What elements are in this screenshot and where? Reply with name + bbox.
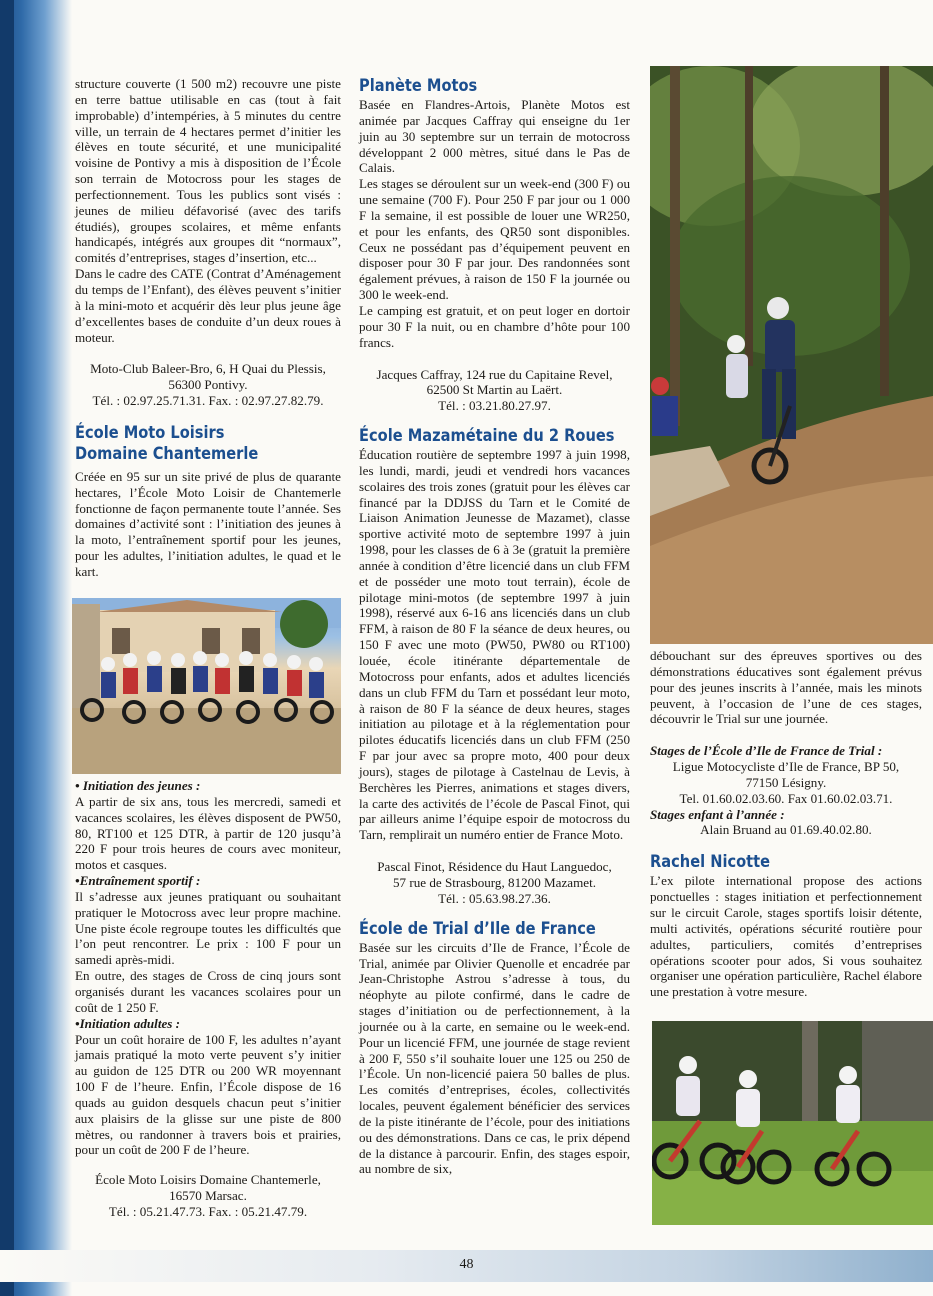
section-heading: Planète Motos — [359, 76, 478, 96]
address-line: Tel. 01.60.02.03.60. Fax 01.60.02.03.71. — [679, 790, 893, 806]
address-line: Tél. : 02.97.25.71.31. Fax. : 02.97.27.82.79. — [92, 393, 324, 409]
address-line: 77150 Lésigny. — [745, 774, 827, 790]
bullet-heading: • Initiation des jeunes : — [75, 778, 201, 793]
paragraph-cross: En outre, des stages de Cross de cinq jours sont organisés durant les vacances scolaires pour un coût de 1 250 F. — [75, 968, 341, 1015]
address-line: 56300 Pontivy. — [168, 377, 248, 393]
paragraph-mazamet: Éducation routière de septembre 1997 à juin 1998, les lundi, mardi, jeudi et vendredi hors vacances scolaires des trois zones (gratuit pour les élèves car financé par la DDJSS du Tarn et le Comité de Liaison Animation Jeunesse de Mazamet), classe sportive activité moto de septembre 1997 à juin 1998, pour les classes de 6 à 3e (gratuit la première année à condition d’être licencié dans un club FFM et de posséder une moto tout terrain), école de pilotage mini-motos (de septembre 1997 à juin 1998), réservé aux 6-16 ans licenciés dans un club FFM, à raison de 80 F la séance de deux heures, ou 150 F avec une moto (PW50, PW80 ou RT100) louée, école itinérante départementale de Motocross pour enfants, ados et adultes licenciés dans un club FFM du Tarn et possédant leur moto, à raison de 80 F la séance de deux heures, stages initiation au pilotage et à la réglementation pour pilotes éducatifs licenciés dans un club FFM (250 F par jour avec sa propre moto, 400 pour deux jours), stages de pilotage à Castelnau de Levis, à Berchères les Pierres, animations et stages divers, la carte des activités de l’école de Pascal Finot, qui par ailleurs anime l’équipe espoir de motocross du Tarn, remplirait un numéro entier de France Moto. — [359, 447, 630, 843]
address-line: 62500 St Martin au Laërt. — [426, 382, 563, 398]
column-left — [75, 76, 341, 580]
address-line: Tél. : 05.63.98.27.36. — [438, 890, 551, 906]
section-heading: Rachel Nicotte — [650, 852, 771, 873]
address-line: Tél. : 05.21.47.73. Fax. : 05.21.47.79. — [108, 1203, 308, 1219]
section-heading: École Mazamétaine du 2 Roues — [359, 426, 615, 447]
column-right — [650, 648, 922, 1000]
page-number: 48 — [459, 1257, 474, 1272]
paragraph-adultes: Pour un coût horaire de 100 F, les adultes n’ayant jamais pratiqué la moto verte peuvent s’y initier au guidon de 125 DTR ou 200 WR moyennant 100 F de l’heure. Enfin, l’École dispose de 16 quads au guidon desquels chacun peut s’initier aux plaisirs de la glisse sur une piste de 800 mètres, ou randonner à travers bois et prairies, pour un coût de 200 F de l’heure. — [75, 1031, 341, 1158]
paragraph-cate: Dans le cadre des CATE (Contrat d’Aménagement du temps de l’Enfant), des élèves peuvent s’initier à la mini-moto et acquérir dès leur plus jeune âge d’excellentes bases de conduite d’un deux roues à moteur. — [75, 266, 341, 345]
paragraph-entrainement: Il s’adresse aux jeunes pratiquant ou souhaitant pratiquer le Motocross avec leur propre machine. Une piste école regroupe toutes les difficultés que l’on peut rencontrer. Le prix : 100 F pour un samedi après-midi. — [75, 888, 341, 968]
section-heading: Domaine Chantemerle — [75, 443, 259, 464]
kids-trial-bikes-grass-photo — [652, 1021, 933, 1225]
section-heading: École de Trial d’Ile de France — [359, 918, 596, 939]
column-middle — [359, 76, 630, 1177]
column-left-lower — [75, 778, 341, 1220]
address-line: Pascal Finot, Résidence du Haut Languedoc, — [377, 859, 612, 875]
paragraph-planete: Le camping est gratuit, et on peut loger en dortoir pour 30 F la nuit, ou en chambre d’hôte pour 100 francs. — [359, 302, 630, 350]
trial-riders-forest-photo — [650, 66, 933, 644]
paragraph-planete: Basée en Flandres-Artois, Planète Motos est animée par Jacques Caffray qui enseigne du 1er juin au 30 septembre sur un terrain de motocross développant 2 000 mètres, situé dans le Pas de Calais. — [359, 97, 630, 176]
address-line: 16570 Marsac. — [169, 1188, 247, 1204]
paragraph-planete: Les stages se déroulent sur un week-end (300 F) ou une semaine (700 F). Pour 250 F par jour ou 1 000 F la semaine, il est possible de louer une WR250, et pour les enfants, des QR50 sont disponibles. Ceux ne possédant pas d’équipement peuvent en disposer pour 30 F par jour. Des randonnées sont également prévues, à raison de 150 F la journée ou 300 le week-end. — [359, 176, 630, 303]
spine-edge — [0, 0, 14, 1296]
paragraph-nicotte: L’ex pilote international propose des actions ponctuelles : stages initiation et perfectionnement sur le circuit Carole, stages sportifs loisir détente, multi activités, opérations sécurité routière pour adultes, particuliers, comités d’entreprises opérations scooter pour ados, Si vous souhaitez organiser une opération particulière, Rachel élabore une prestation à votre mesure. — [650, 873, 922, 1000]
paragraph-trial: Basée sur les circuits d’Ile de France, l’École de Trial, animée par Olivier Quenolle et encadrée par Jean-Christophe Astrou s’adresse à tous, du néophyte au pilote confirmé, dans le cadre de stages d’initiation ou de perfectionnement, à la journée ou à la carte, en semaine ou le week-end. Pour un licencié FFM, une journée de stage revient à 200 F, 550 s’il souhaite louer une 125 ou 250 de l’École. Un non-licencié paiera 50 balles de plus. Les comités d’entreprises, écoles, collectivités locales, peuvent également bénéficier des services de la piste itinérante de l’école, pour des initiations ou des démonstrations. Dans ce cas, le prix dépend de la distance à parcourir. Enfin, des stages espoir, au nombre de six, — [359, 939, 630, 1177]
paragraph-chantemerle: Créée en 95 sur un site privé de plus de quarante hectares, l’École Moto Loisir de Chantemerle fonctionne de façon permanente toute l’année. Ses domaines d’activité sont : l’initiation des jeunes à la moto, l’entraînement sportif pour les jeunes, pour les adultes, l’initiation adultes, le quad et le kart. — [75, 468, 341, 579]
address-line: Tél. : 03.21.80.27.97. — [438, 398, 551, 414]
bullet-heading: •Entraînement sportif : — [75, 873, 201, 889]
bullet-heading: •Initiation adultes : — [75, 1015, 180, 1031]
address-line: École Moto Loisirs Domaine Chantemerle, — [95, 1172, 321, 1188]
address-line: Ligue Motocycliste d’Ile de France, BP 50, — [672, 759, 900, 775]
enfant-label: Stages enfant à l’année : — [650, 806, 785, 822]
paragraph-jeunes: A partir de six ans, tous les mercredi, samedi et vacances scolaires, les élèves disposent de PW50, 80, RT100 et 125 DTR, à partir de 120 jusqu’à 220 F pour trois heures de cours avec moniteur, motos et casques. — [75, 793, 341, 873]
address-line: Moto-Club Baleer-Bro, 6, H Quai du Plessis, — [90, 361, 326, 377]
section-heading: École Moto Loisirs — [75, 422, 225, 443]
address-line: 57 rue de Strasbourg, 81200 Mazamet. — [392, 874, 597, 890]
address-line: Alain Bruand au 01.69.40.02.80. — [700, 822, 872, 838]
address-line: Jacques Caffray, 124 rue du Capitaine Revel, — [376, 366, 613, 382]
paragraph-suite: débouchant sur des épreuves sportives ou des démonstrations éducatives sont également prévus pour des jeunes inscrits à l’année, mais les minots peuvent, à l’occasion de l’une de ces stages, découvrir le Trial sur une journée. — [650, 648, 922, 727]
group-kids-minimotos-photo — [72, 598, 341, 774]
stages-label: Stages de l’École d’Ile de France de Trial : — [650, 743, 883, 759]
paragraph-intro: structure couverte (1 500 m2) recouvre une piste en terre battue utilisable en cas (tout à fait improbable) d’intempéries, à 5 minutes du centre ville, un terrain de 4 hectares permet d’initier les élèves en toute sécurité, et une municipalité voisine de Pontivy a mis à disposition de l’École son terrain de Motocross pour les stages de perfectionnement. Tous les publics sont visés : jeunes de milieu défavorisé (avec des tarifs étudiés), groupes scolaires, et même enfants handicapés, intégrés aux groupes dit “normaux”, comités d’entreprises, stages d’insertion, etc... — [75, 76, 341, 266]
